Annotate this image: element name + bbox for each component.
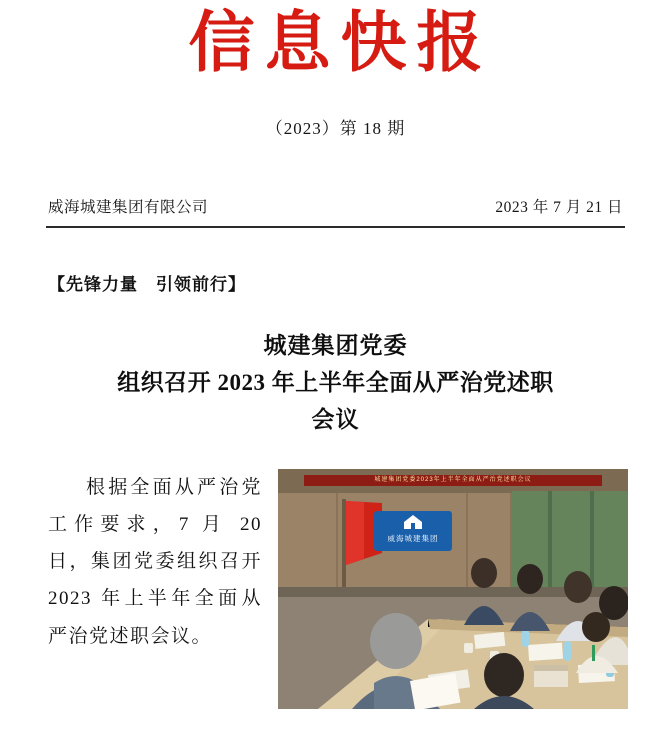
masthead-title: 信息快报 xyxy=(188,3,493,81)
meeting-photo-illustration xyxy=(278,469,628,709)
body-text-column xyxy=(48,469,262,655)
article-headline xyxy=(46,327,625,439)
company-logo-badge xyxy=(374,511,452,551)
publisher-name: 威海城建集团有限公司 xyxy=(48,198,209,216)
company-logo-text: 威海城建集团 xyxy=(387,533,439,543)
column-label: 【先锋力量 引领前行】 xyxy=(48,274,246,294)
masthead xyxy=(0,0,671,80)
article-body xyxy=(48,469,633,709)
headline-line-1: 城建集团党委 xyxy=(263,332,408,358)
headline-line-2: 组织召开 2023 年上半年全面从严治党述职 xyxy=(117,370,554,396)
photo-banner-text: 城建集团党委2023年上半年全面从严治党述职会议 xyxy=(304,475,602,486)
building-logo-icon xyxy=(402,514,424,530)
body-paragraph: 根据全面从严治党工作要求，7 月 20 日，集团党委组织召开 2023 年上半年全面从严治党述职会议。 xyxy=(48,476,262,647)
issue-number: （2023）第 18 期 xyxy=(265,118,406,138)
headline-line-3: 会议 xyxy=(311,407,360,433)
meeting-photo xyxy=(278,469,628,709)
header-divider xyxy=(46,226,625,228)
article-photo-wrapper xyxy=(278,469,633,709)
publisher-row xyxy=(48,195,623,217)
publish-date: 2023 年 7 月 21 日 xyxy=(495,198,623,216)
